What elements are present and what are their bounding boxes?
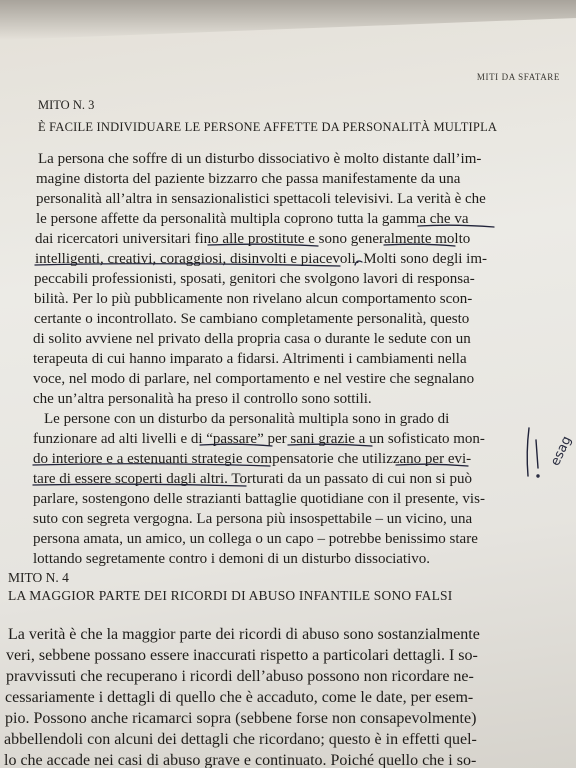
myth-3-title: È FACILE INDIVIDUARE LE PERSONE AFFETTE DA PERSONALITÀ MULTIPLA [38, 120, 498, 134]
text-line: La persona che soffre di un disturbo dissociativo è molto distante dall’im- [38, 151, 482, 167]
text-line: pio. Possono anche ricamarci sopra (sebbene forse non consapevolmente) [5, 710, 477, 727]
text-line: dai ricercatori universitari fino alle prostitute e sono generalmente molto [35, 231, 471, 247]
margin-note: esag [548, 433, 575, 469]
text-line: terapeuta di cui hanno imparato a fidarsi. Altrimenti i cambiamenti nella [33, 351, 467, 367]
text-line: peccabili professionisti, sposati, genitori che svolgono lavori di responsa- [34, 271, 475, 287]
text-line: pravvissuti che recuperano i ricordi dell’abuso possono non ricordare ne- [6, 668, 474, 685]
text-line: voce, nel modo di parlare, nel comportamento e nel vestire che segnalano [33, 371, 475, 387]
text-line: lo che accade nei casi di abuso grave e continuato. Poiché quello che i so- [4, 752, 477, 768]
text-line: lottando segretamente contro i demoni di un disturbo dissociativo. [33, 551, 431, 567]
text-line: di solito avviene nel privato della propria casa o durante le sedute con un [33, 331, 471, 347]
text-line: che un’altra personalità ha preso il controllo sono sottili. [33, 391, 372, 407]
running-head: MITI DA SFATARE [476, 72, 560, 82]
text-line: persona amata, un amico, un collega o un capo – potrebbe benissimo stare [33, 531, 478, 547]
previous-page-edge [0, 0, 576, 40]
text-line: cessariamente i dettagli di quello che è accaduto, come le date, per esem- [5, 689, 474, 706]
text-line: bilità. Per lo più pubblicamente non rivelano alcun comportamento scon- [34, 291, 473, 307]
text-line: do interiore e a estenuanti strategie compensatorie che utilizzano per evi- [33, 451, 472, 467]
text-line: parlare, sostengono delle strazianti battaglie quotidiane con il presente, vis- [33, 491, 485, 507]
text-line: certante o incontrollato. Se cambiano completamente personalità, questo [34, 311, 470, 327]
text-line: veri, sebbene possano essere inaccurati rispetto a particolari dettagli. I so- [6, 647, 478, 664]
text-line: abbellendoli con alcuni dei dettagli che ricordano; questo è in effetti quel- [4, 731, 477, 748]
text-line: le persone affette da personalità multipla coprono tutta la gamma che va [36, 211, 469, 227]
text-line: tare di essere scoperti dagli altri. Torturati da un passato di cui non si può [33, 471, 472, 487]
margin-bracket [527, 428, 529, 476]
text-line: La verità è che la maggior parte dei ricordi di abuso sono sostanzialmente [8, 626, 480, 643]
text-line: magine distorta del paziente bizzarro che passa manifestamente da una [36, 171, 461, 187]
text-line: personalità all’altra in sensazionalistici spettacoli televisivi. La verità è che [36, 191, 486, 207]
text-line: suto con segreta vergogna. La persona più insospettabile – un vicino, una [33, 511, 473, 527]
text-line: intelligenti, creativi, coraggiosi, disinvolti e piacevoli. Molti sono degli im- [35, 251, 487, 267]
myth-4-label: MITO N. 4 [8, 570, 69, 585]
exclamation-stroke [536, 440, 538, 468]
myth-3-label: MITO N. 3 [38, 98, 95, 112]
exclamation-dot [537, 475, 539, 477]
myth-4-title: LA MAGGIOR PARTE DEI RICORDI DI ABUSO INFANTILE SONO FALSI [8, 588, 453, 603]
text-line: Le persone con un disturbo da personalità multipla sono in grado di [44, 411, 450, 427]
text-line: funzionare ad alti livelli e di “passare” per sani grazie a un sofisticato mon- [33, 431, 485, 447]
